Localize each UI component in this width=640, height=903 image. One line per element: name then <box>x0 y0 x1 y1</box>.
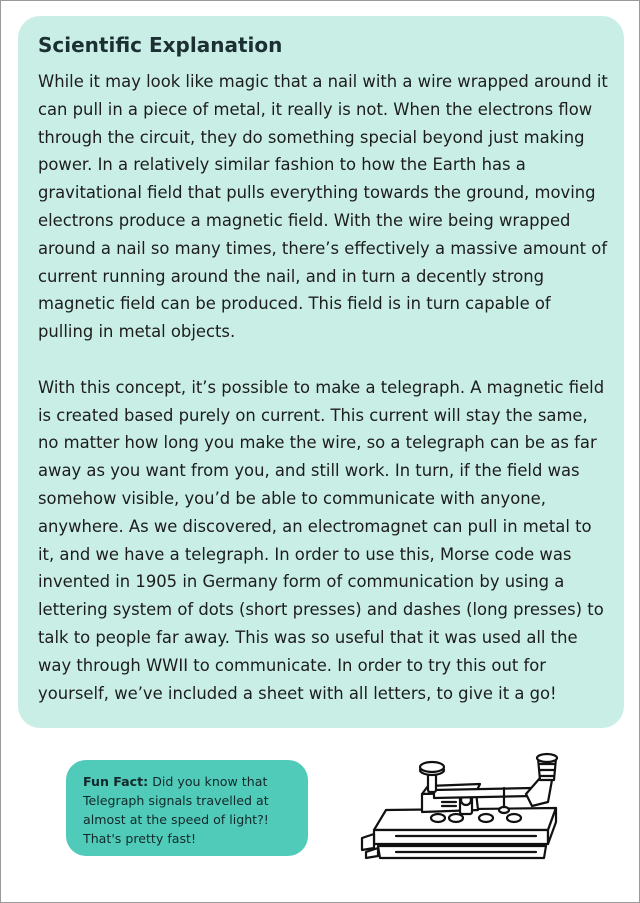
telegraph-key-icon <box>356 750 582 866</box>
fun-fact-label: Fun Fact: <box>83 774 149 789</box>
paragraph-spacer <box>38 346 610 374</box>
fun-fact-box <box>66 760 308 856</box>
section-title: Scientific Explanation <box>38 33 283 57</box>
explanation-paragraph-1: While it may look like magic that a nail with a wire wrapped around it can pull in a piece of metal, it really is not. When the electrons flow through the circuit, they do something special beyond just making power. In a relatively similar fashion to how the Earth has a gravitational field that pulls everything towards the ground, moving electrons produce a magnetic field. With the wire being wrapped around a nail so many times, there’s effectively a massive amount of current running around the nail, and in turn a decently strong magnetic field can be produced. This field is in turn capable of pulling in metal objects. <box>38 72 608 342</box>
scientific-explanation-card <box>18 16 624 728</box>
fun-fact-text: Did you know that Telegraph signals travelled at almost at the speed of light?! That's pretty fast! <box>83 774 269 846</box>
explanation-paragraph-2: With this concept, it’s possible to make a telegraph. A magnetic field is created based purely on current. This current will stay the same, no matter how long you make the wire, so a telegraph can be as far away as you want from you, and still work. In turn, if the field was somehow visible, you’d be able to communicate with anyone, anywhere. As we discovered, an electromagnet can pull in metal to it, and we have a telegraph. In order to use this, Morse code was invented in 1905 in Germany form of communication by using a lettering system of dots (short presses) and dashes (long presses) to talk to people far away. This was so useful that it was used all the way through WWII to communicate. In order to try this out for yourself, we’ve included a sheet with all letters, to give it a go! <box>38 377 605 703</box>
